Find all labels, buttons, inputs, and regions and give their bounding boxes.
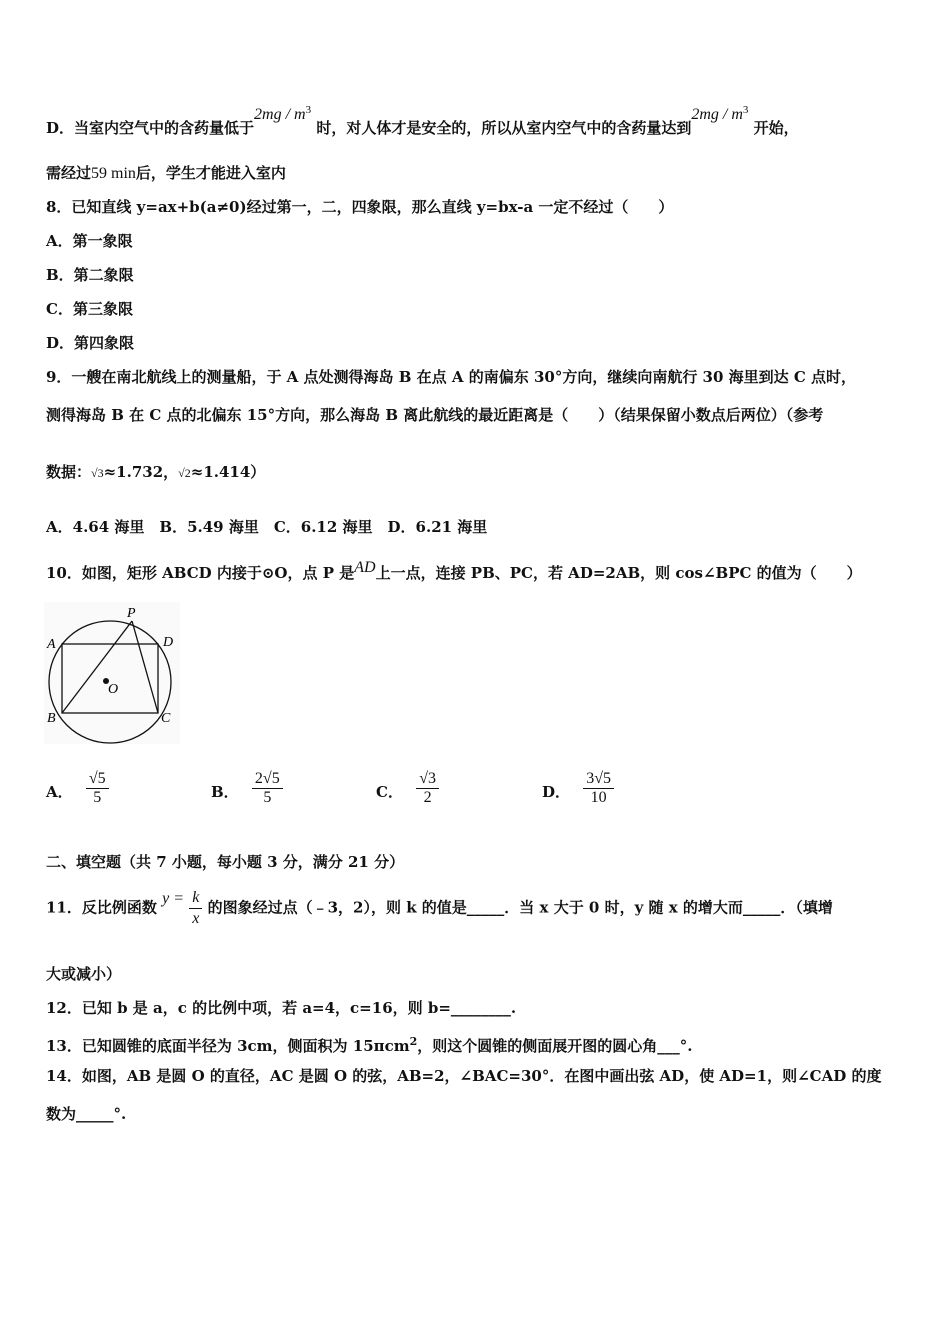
q11-line1: 11．反比例函数 y = $\frac{k}{x}$ 的图象经过点（﹣3，2），则 k 的值是_____．当 x 大于 0 时，y 随 x 的增大而_____．（填增 xyxy=(46,889,833,927)
label-a: A xyxy=(47,637,56,652)
q7-option-d-line1: D．当室内空气中的含药量低于$2mg / m^3$ 时，对人体才是安全的，所以从室内空气中的含药量达到$2mg / m^3$ 开始， xyxy=(46,104,799,137)
q8-stem: 8．已知直线 y=ax+b(a≠0)经过第一，二，四象限，那么直线 y=bx-a 一定不经过（ ） xyxy=(46,198,674,216)
q9-line1: 9．一艘在南北航线上的测量船，于 A 点处测得海岛 B 在点 A 的南偏东 30°方向，继续向南航行 30 海里到达 C 点时， xyxy=(46,368,857,386)
q10-option-b: B． $\frac{2√5}{5}$ xyxy=(211,770,283,807)
q10-option-c: C． $\frac{√3}{2}$ xyxy=(376,770,439,807)
q14-line1: 14．如图，AB 是圆 O 的直径，AC 是圆 O 的弦，AB=2，∠BAC=30°．在图中画出弦 AD，使 AD=1，则∠CAD 的度 xyxy=(46,1067,882,1085)
label-d: D xyxy=(163,635,174,650)
q10-option-d: D． $\frac{3√5}{10}$ xyxy=(542,770,614,807)
q8-option-d: D．第四象限 xyxy=(46,334,135,352)
q9-line2: 测得海岛 B 在 C 点的北偏东 15°方向，那么海岛 B 离此航线的最近距离是（ ）（结果保留小数点后两位）（参考 xyxy=(46,406,824,424)
q8-option-c: C．第三象限 xyxy=(46,300,133,318)
q8-option-b: B．第二象限 xyxy=(46,266,134,284)
section-2-title: 二、填空题（共 7 小题，每小题 3 分，满分 21 分） xyxy=(46,853,405,871)
q7-option-d-line2: 需经过59 min后，学生才能进入室内 xyxy=(46,164,286,182)
q13-text: 13．已知圆锥的底面半径为 3cm，侧面积为 15πcm$^2$，则这个圆锥的侧面展开图的圆心角___°. xyxy=(46,1035,693,1055)
q11-line2: 大或减小） xyxy=(46,965,122,983)
q10-option-a: A． $\frac{√5}{5}$ xyxy=(46,770,109,807)
label-o: O xyxy=(108,682,119,697)
q10-stem: 10．如图，矩形 ABCD 内接于⊙O，点 P 是AD上一点，连接 PB、PC，若 AD=2AB，则 cos∠BPC 的值为（ ） xyxy=(46,559,862,582)
q10-figure xyxy=(44,602,180,744)
label-b: B xyxy=(47,711,56,726)
q9-line3: 数据：√3≈1.732，√2≈1.414） xyxy=(46,463,266,481)
q12-text: 12．已知 b 是 a，c 的比例中项，若 a=4，c=16，则 b=________. xyxy=(46,999,517,1017)
label-p: P xyxy=(127,606,136,621)
q14-line2: 数为_____°. xyxy=(46,1105,127,1123)
q8-option-a: A．第一象限 xyxy=(46,232,133,250)
q9-options: A．4.64 海里 B．5.49 海里 C．6.12 海里 D．6.21 海里 xyxy=(46,518,488,536)
label-c: C xyxy=(161,711,171,726)
